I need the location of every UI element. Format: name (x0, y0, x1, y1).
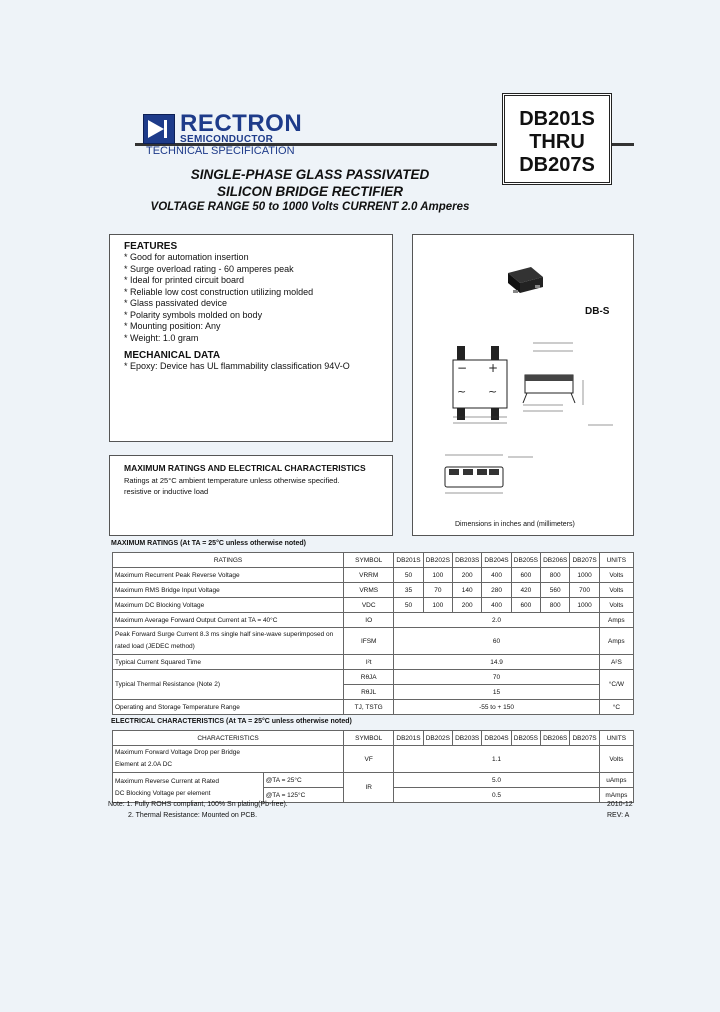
row-label: Maximum Recurrent Peak Reverse Voltage (113, 568, 344, 583)
table-row (113, 628, 634, 655)
svg-text:~: ~ (488, 385, 498, 398)
features-heading: FEATURES (124, 241, 178, 252)
value-cell: 100 (423, 568, 452, 583)
mechanical-heading: MECHANICAL DATA (124, 350, 221, 361)
value-cell: 560 (541, 583, 570, 598)
table-row (113, 773, 634, 788)
part-number-first: DB201S (519, 108, 595, 130)
note-2: 2. Thermal Resistance: Mounted on PCB. (128, 812, 258, 819)
value-cell: -55 to + 150 (394, 700, 599, 715)
header-cell: SYMBOL (344, 553, 394, 568)
ratings-heading: MAXIMUM RATINGS AND ELECTRICAL CHARACTERISTICS (124, 463, 366, 473)
feature-item: * Weight: 1.0 gram (124, 332, 199, 343)
header-cell: DB207S (570, 731, 599, 746)
value-cell: 280 (482, 583, 511, 598)
value-cell: 2.0 (394, 613, 599, 628)
ratings-panel (109, 455, 393, 536)
row-label: Typical Current Squared Time (113, 655, 344, 670)
value-cell: 400 (482, 568, 511, 583)
value-cell: 600 (511, 598, 540, 613)
row-symbol: TJ, TSTG (344, 700, 394, 715)
header-cell: DB206S (541, 731, 570, 746)
value-cell: 70 (394, 670, 599, 685)
table-header-row (113, 731, 634, 746)
value-cell: 5.0 (394, 773, 599, 788)
table-row (113, 613, 634, 628)
header-cell: DB201S (394, 731, 423, 746)
part-number-thru: THRU (529, 131, 585, 153)
table-row (113, 598, 634, 613)
mechanical-item: * Epoxy: Device has UL flammability classification 94V-O (124, 361, 350, 371)
value-cell: 50 (394, 598, 423, 613)
revision-date: 2010-12 (607, 801, 633, 808)
unit-cell: Volts (599, 746, 633, 773)
row-symbol: RθJL (344, 685, 394, 700)
unit-cell: Amps (599, 613, 633, 628)
value-cell: 140 (453, 583, 482, 598)
value-cell: 800 (541, 568, 570, 583)
elec-caption: ELECTRICAL CHARACTERISTICS (At TA = 25°C unless otherwise noted) (111, 718, 352, 725)
value-cell: 0.5 (394, 788, 599, 803)
value-cell: 60 (394, 628, 599, 655)
condition-cell: @TA = 25°C (263, 773, 343, 788)
max-ratings-caption: MAXIMUM RATINGS (At TA = 25°C unless otherwise noted) (111, 540, 306, 547)
feature-item: * Polarity symbols molded on body (124, 309, 263, 320)
unit-cell: mAmps (599, 788, 633, 803)
row-label: Peak Forward Surge Current 8.3 ms single half sine-wave superimposed on rated load (JEDEC method) (113, 628, 344, 655)
unit-cell: °C/W (599, 670, 633, 700)
header-cell: DB201S (394, 553, 423, 568)
ratings-line-2: resistive or inductive load (124, 487, 209, 496)
row-symbol: VDC (344, 598, 394, 613)
value-cell: 15 (394, 685, 599, 700)
tech-spec-label: TECHNICAL SPECIFICATION (146, 145, 295, 157)
dimensions-note: Dimensions in inches and (millimeters) (455, 521, 575, 528)
ir-label-line-2: DC Blocking Voltage per element (115, 789, 211, 797)
feature-item: * Reliable low cost construction utilizing molded (124, 286, 314, 297)
ratings-line-1: Ratings at 25°C ambient temperature unless otherwise specified. (124, 476, 340, 485)
value-cell: 200 (453, 598, 482, 613)
value-cell: 700 (570, 583, 599, 598)
title-line-2: SILICON BRIDGE RECTIFIER (216, 184, 403, 199)
value-cell: 1.1 (394, 746, 599, 773)
package-panel (412, 234, 634, 536)
unit-cell: °C (599, 700, 633, 715)
value-cell: 200 (453, 568, 482, 583)
rectron-logo-icon (143, 114, 175, 144)
header-cell: DB206S (541, 553, 570, 568)
row-label: Maximum RMS Bridge Input Voltage (113, 583, 344, 598)
brand-subtitle: SEMICONDUCTOR (180, 134, 274, 145)
vf-label-line-1: Maximum Forward Voltage Drop per Bridge (115, 749, 240, 756)
table-row (113, 583, 634, 598)
value-cell: 50 (394, 568, 423, 583)
row-symbol: VRMS (344, 583, 394, 598)
header-cell: CHARACTERISTICS (113, 731, 344, 746)
row-label (113, 773, 264, 803)
table-row (113, 746, 634, 773)
table-header-row (113, 553, 634, 568)
unit-cell: Volts (599, 568, 633, 583)
value-cell: 1000 (570, 598, 599, 613)
header-cell: DB203S (453, 731, 482, 746)
header-cell: DB204S (482, 553, 511, 568)
features-panel (109, 234, 393, 442)
note-1: Note: 1. Fully ROHS compliant, 100% Sn plating(Pb-free). (108, 801, 288, 808)
value-cell: 70 (423, 583, 452, 598)
row-symbol: IFSM (344, 628, 394, 655)
unit-cell: A²S (599, 655, 633, 670)
unit-cell: Amps (599, 628, 633, 655)
value-cell: 100 (423, 598, 452, 613)
feature-item: * Glass passivated device (124, 298, 228, 308)
row-symbol: IO (344, 613, 394, 628)
header-cell: DB203S (453, 553, 482, 568)
value-cell: 14.9 (394, 655, 599, 670)
unit-cell: Volts (599, 583, 633, 598)
feature-item: * Surge overload rating - 60 amperes peak (124, 263, 294, 274)
svg-text:~: ~ (457, 385, 467, 398)
svg-text:+: + (488, 361, 499, 375)
max-ratings-table (112, 552, 634, 715)
value-cell: 800 (541, 598, 570, 613)
revision-label: REV: A (607, 812, 630, 819)
value-cell: 600 (511, 568, 540, 583)
header-cell: DB205S (511, 731, 540, 746)
header-cell: DB207S (570, 553, 599, 568)
row-label: Maximum DC Blocking Voltage (113, 598, 344, 613)
table-row (113, 700, 634, 715)
title-line-1: SINGLE-PHASE GLASS PASSIVATED (190, 167, 430, 182)
row-symbol: VF (344, 746, 394, 773)
header-cell: DB202S (423, 553, 452, 568)
row-label: Maximum Average Forward Output Current at TA = 40°C (113, 613, 344, 628)
elec-table (112, 730, 634, 803)
header-rule-right (612, 143, 634, 146)
header-cell: DB205S (511, 553, 540, 568)
value-cell: 1000 (570, 568, 599, 583)
header-cell: DB204S (482, 731, 511, 746)
row-symbol: IR (344, 773, 394, 803)
value-cell: 35 (394, 583, 423, 598)
header-cell: RATINGS (113, 553, 344, 568)
vf-label-line-2: Element at 2.0A DC (115, 761, 173, 768)
value-cell: 420 (511, 583, 540, 598)
feature-item: * Good for automation insertion (124, 252, 249, 262)
table-row (113, 670, 634, 685)
feature-item: * Ideal for printed circuit board (124, 275, 245, 285)
header-cell: UNITS (599, 553, 633, 568)
row-symbol: RθJA (344, 670, 394, 685)
header-cell: DB202S (423, 731, 452, 746)
title-line-3: VOLTAGE RANGE 50 to 1000 Volts CURRENT 2.0 Amperes (150, 201, 470, 213)
row-label (113, 746, 344, 773)
ir-label-line-1: Maximum Reverse Current at Rated (115, 777, 220, 785)
part-number-last: DB207S (519, 154, 595, 176)
unit-cell: Volts (599, 598, 633, 613)
feature-item: * Mounting position: Any (124, 321, 221, 331)
header-cell: UNITS (599, 731, 633, 746)
package-label: DB-S (585, 306, 610, 317)
header-cell: SYMBOL (344, 731, 394, 746)
row-symbol: VRRM (344, 568, 394, 583)
svg-text:−: − (457, 361, 468, 375)
value-cell: 400 (482, 598, 511, 613)
condition-cell: @TA = 125°C (263, 788, 343, 803)
table-row (113, 568, 634, 583)
row-label: Typical Thermal Resistance (Note 2) (113, 670, 344, 700)
row-label: Operating and Storage Temperature Range (113, 700, 344, 715)
row-symbol: I²t (344, 655, 394, 670)
package-drawing (413, 235, 633, 535)
table-row (113, 655, 634, 670)
brand-name: RECTRON (180, 110, 303, 137)
unit-cell: uAmps (599, 773, 633, 788)
